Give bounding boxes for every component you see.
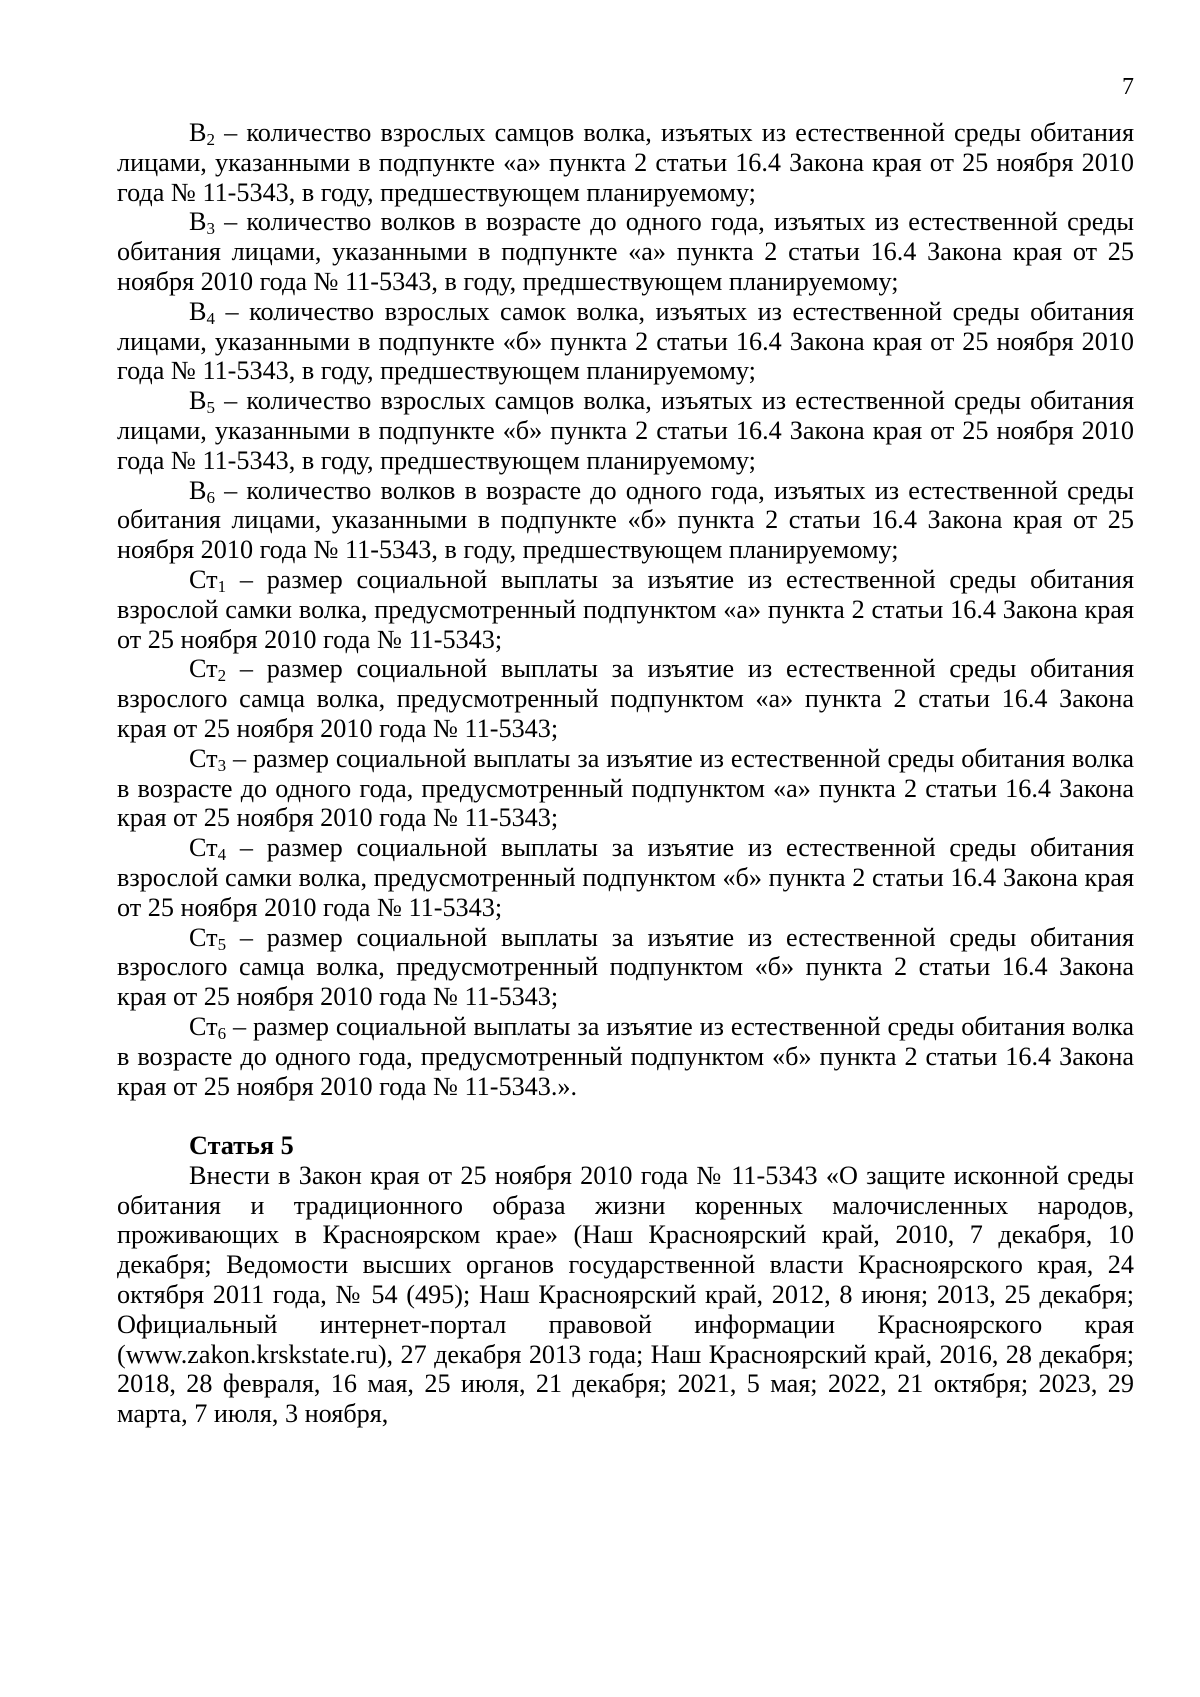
definition-text: – размер социальной выплаты за изъятие из естественной среды обитания волка в возрасте до одного года, предусмотренный подпунктом «а» пункта 2 статьи 16.4 Закона края от 25 ноября 2010 года № 11-5343; <box>117 743 1134 833</box>
symbol-subscript: 4 <box>217 845 227 865</box>
definition-symbol <box>189 297 215 326</box>
symbol-letter: Ст <box>189 1011 218 1041</box>
definition-paragraph <box>117 297 1134 386</box>
symbol-letter: В <box>189 118 207 147</box>
symbol-letter: Ст <box>189 743 218 773</box>
definition-paragraph <box>117 923 1134 1012</box>
symbol-letter: Ст <box>189 833 218 863</box>
symbol-letter: Ст <box>189 922 218 952</box>
document-body <box>117 118 1134 1429</box>
definition-symbol <box>189 207 215 239</box>
symbol-subscript: 3 <box>206 219 215 239</box>
definition-text: – размер социальной выплаты за изъятие из естественной среды обитания взрослого самца волка, предусмотренный подпунктом «а» пункта 2 статьи 16.4 Закона края от 25 ноября 2010 года № 11-5343; <box>117 654 1134 743</box>
definition-text: – количество взрослых самок волка, изъятых из естественной среды обитания лицами, указанными в подпункте «б» пункта 2 статьи 16.4 Закона края от 25 ноября 2010 года № 11-5343, в году, предшествующем планируемому; <box>117 296 1134 386</box>
definition-text: – размер социальной выплаты за изъятие из естественной среды обитания волка в возрасте до одного года, предусмотренный подпунктом «б» пункта 2 статьи 16.4 Закона края от 25 ноября 2010 года № 11-5343.». <box>117 1011 1134 1101</box>
definition-paragraph <box>117 118 1134 207</box>
page-number: 7 <box>1122 74 1134 100</box>
definition-paragraph <box>117 833 1134 922</box>
symbol-subscript: 5 <box>206 398 215 418</box>
definition-symbol <box>189 1012 226 1041</box>
symbol-subscript: 3 <box>217 755 227 775</box>
definition-paragraph <box>117 565 1134 654</box>
symbol-letter: В <box>189 475 207 505</box>
definition-text: – размер социальной выплаты за изъятие из естественной среды обитания взрослой самки волка, предусмотренный подпунктом «б» пункта 2 статьи 16.4 Закона края от 25 ноября 2010 года № 11-5343; <box>117 833 1134 922</box>
symbol-subscript: 2 <box>217 666 227 686</box>
definition-paragraph <box>117 744 1134 833</box>
symbol-subscript: 1 <box>217 576 227 596</box>
definition-symbol <box>189 923 226 952</box>
definition-symbol <box>189 654 227 686</box>
definition-symbol <box>189 565 226 594</box>
definition-paragraph <box>117 207 1134 296</box>
definition-text: – размер социальной выплаты за изъятие из естественной среды обитания взрослого самца волка, предусмотренный подпунктом «б» пункта 2 статьи 16.4 Закона края от 25 ноября 2010 года № 11-5343; <box>117 922 1134 1012</box>
definition-symbol <box>189 744 226 773</box>
symbol-subscript: 4 <box>206 308 215 328</box>
symbol-letter: Ст <box>189 564 218 594</box>
article-heading: Статья 5 <box>189 1131 294 1161</box>
symbol-letter: В <box>189 207 207 237</box>
definition-symbol <box>189 476 215 505</box>
definition-paragraph <box>117 386 1134 475</box>
article-paragraph: Внести в Закон края от 25 ноября 2010 года № 11-5343 «О защите исконной среды обитания и традиционного образа жизни коренных малочисленных народов, проживающих в Красноярском крае» (Наш Красноярский край, 2010, 7 декабря, 10 декабря; Ведомости высших органов государственной власти Красноярского края, 24 октября 2011 года, № 54 (495); Наш Красноярский край, 2012, 8 июня; 2013, 25 декабря; Официальный интернет-портал правовой информации Красноярского края (www.zakon.krskstate.ru), 27 декабря 2013 года; Наш Красноярский край, 2016, 28 декабря; 2018, 28 февраля, 16 мая, 25 июля, 21 декабря; 2021, 5 мая; 2022, 21 октября; 2023, 29 марта, 7 июля, 3 ноября, <box>117 1160 1134 1429</box>
definition-text: – количество волков в возрасте до одного года, изъятых из естественной среды обитания лицами, указанными в подпункте «а» пункта 2 статьи 16.4 Закона края от 25 ноября 2010 года № 11-5343, в году, предшествующем планируемому; <box>117 207 1134 296</box>
symbol-subscript: 6 <box>206 487 215 507</box>
definition-symbol <box>189 386 215 418</box>
symbol-letter: В <box>189 386 207 416</box>
definition-paragraph <box>117 654 1134 743</box>
symbol-subscript: 2 <box>206 130 215 149</box>
symbol-subscript: 5 <box>217 934 227 954</box>
definition-paragraph <box>117 1012 1134 1101</box>
symbol-letter: Ст <box>189 654 218 684</box>
definition-symbol <box>189 118 215 147</box>
definition-text: – количество взрослых самцов волка, изъятых из естественной среды обитания лицами, указанными в подпункте «б» пункта 2 статьи 16.4 Закона края от 25 ноября 2010 года № 11-5343, в году, предшествующем планируемому; <box>117 386 1134 475</box>
definition-text: – количество волков в возрасте до одного года, изъятых из естественной среды обитания лицами, указанными в подпункте «б» пункта 2 статьи 16.4 Закона края от 25 ноября 2010 года № 11-5343, в году, предшествующем планируемому; <box>117 475 1134 565</box>
symbol-subscript: 6 <box>217 1023 227 1043</box>
definitions-list <box>117 118 1134 1101</box>
symbol-letter: В <box>189 296 207 326</box>
definition-text: – количество взрослых самцов волка, изъятых из естественной среды обитания лицами, указанными в подпункте «а» пункта 2 статьи 16.4 Закона края от 25 ноября 2010 года № 11-5343, в году, предшествующем планируемому; <box>117 118 1134 207</box>
definition-text: – размер социальной выплаты за изъятие из естественной среды обитания взрослой самки волка, предусмотренный подпунктом «а» пункта 2 статьи 16.4 Закона края от 25 ноября 2010 года № 11-5343; <box>117 564 1134 654</box>
definition-symbol <box>189 833 227 865</box>
definition-paragraph <box>117 476 1134 565</box>
